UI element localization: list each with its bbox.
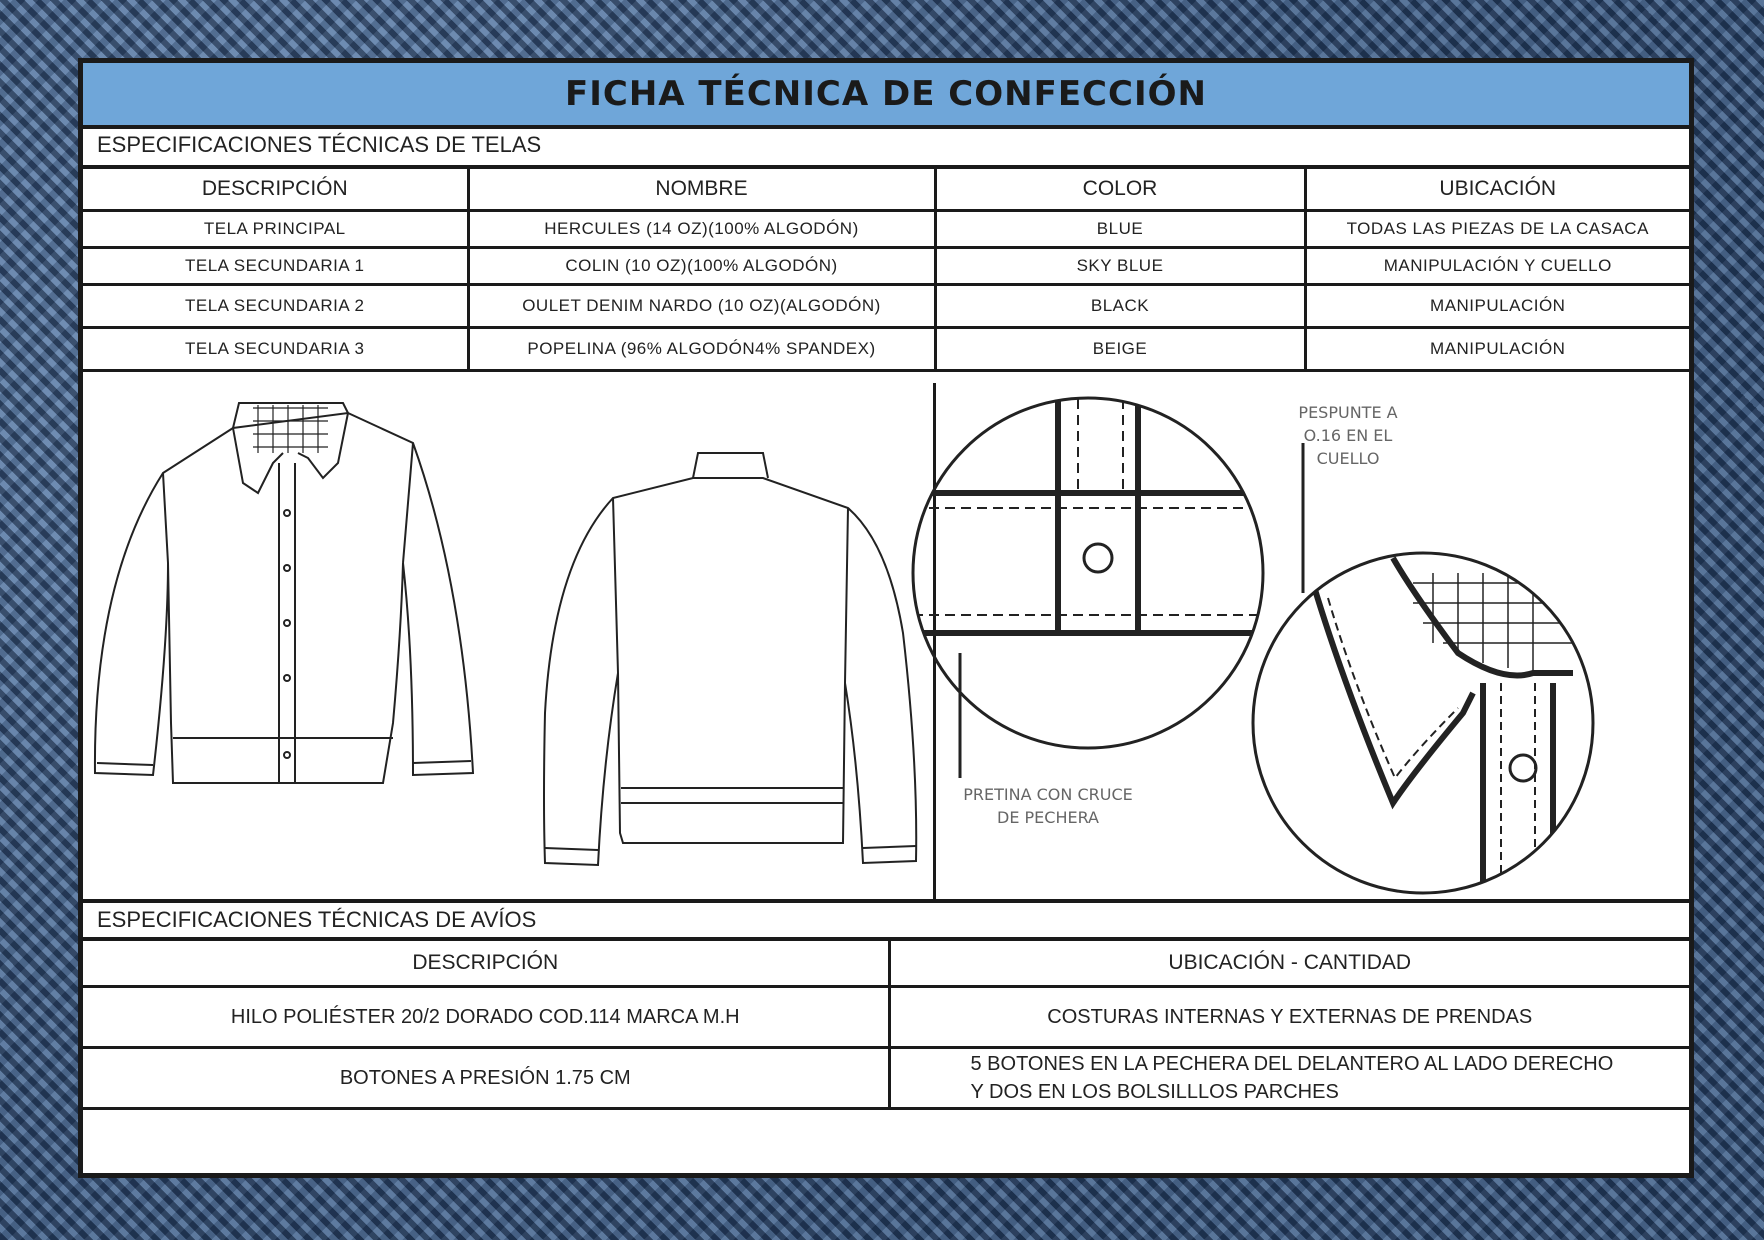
garment-flats [83, 383, 1689, 899]
cell-ubicacion: MANIPULACIÓN [1305, 285, 1689, 328]
collar-stitch-note: PESPUNTE A O.16 EN EL CUELLO [1298, 403, 1398, 468]
fabrics-table [83, 169, 1689, 372]
cell-nombre: POPELINA (96% ALGODÓN4% SPANDEX) [468, 328, 935, 371]
trims-table [83, 941, 1689, 1110]
table-row [83, 248, 1689, 285]
cell-descripcion: TELA SECUNDARIA 1 [83, 248, 468, 285]
cell-color: BEIGE [935, 328, 1305, 371]
cell-color: SKY BLUE [935, 248, 1305, 285]
technical-drawings [83, 383, 1689, 903]
table-row [83, 211, 1689, 248]
table-row [83, 987, 1689, 1048]
cell-descripcion: HILO POLIÉSTER 20/2 DORADO COD.114 MARCA M.H [83, 987, 889, 1048]
collar-detail [1253, 443, 1593, 899]
tech-sheet [78, 58, 1694, 1178]
waistband-note: PRETINA CON CRUCE DE PECHERA [963, 785, 1133, 827]
front-jacket-flat [95, 403, 473, 783]
table-header-row [83, 169, 1689, 211]
cell-color: BLUE [935, 211, 1305, 248]
header-descripcion: DESCRIPCIÓN [83, 941, 889, 987]
header-color: COLOR [935, 169, 1305, 211]
cell-ubicacion: TODAS LAS PIEZAS DE LA CASACA [1305, 211, 1689, 248]
cell-descripcion: TELA PRINCIPAL [83, 211, 468, 248]
waistband-detail [913, 383, 1273, 778]
header-nombre: NOMBRE [468, 169, 935, 211]
cell-nombre: HERCULES (14 OZ)(100% ALGODÓN) [468, 211, 935, 248]
table-row [83, 328, 1689, 371]
cell-descripcion: TELA SECUNDARIA 2 [83, 285, 468, 328]
cell-ubicacion [889, 1048, 1689, 1109]
ubicacion-line-2: Y DOS EN LOS BOLSILLLOS PARCHES [970, 1081, 1339, 1103]
trims-section-title: ESPECIFICACIONES TÉCNICAS DE AVÍOS [83, 903, 1689, 941]
cell-ubicacion: COSTURAS INTERNAS Y EXTERNAS DE PRENDAS [889, 987, 1689, 1048]
cell-ubicacion: MANIPULACIÓN [1305, 328, 1689, 371]
cell-ubicacion: MANIPULACIÓN Y CUELLO [1305, 248, 1689, 285]
table-header-row [83, 941, 1689, 987]
page-title: FICHA TÉCNICA DE CONFECCIÓN [83, 63, 1689, 129]
cell-descripcion: TELA SECUNDARIA 3 [83, 328, 468, 371]
header-ubicacion: UBICACIÓN [1305, 169, 1689, 211]
cell-nombre: COLIN (10 OZ)(100% ALGODÓN) [468, 248, 935, 285]
header-ubicacion-cantidad: UBICACIÓN - CANTIDAD [889, 941, 1689, 987]
back-jacket-flat [544, 453, 916, 865]
cell-descripcion: BOTONES A PRESIÓN 1.75 CM [83, 1048, 889, 1109]
header-descripcion: DESCRIPCIÓN [83, 169, 468, 211]
table-row [83, 285, 1689, 328]
ubicacion-line-1: 5 BOTONES EN LA PECHERA DEL DELANTERO AL LADO DERECHO [970, 1053, 1614, 1075]
cell-nombre: OULET DENIM NARDO (10 OZ)(ALGODÓN) [468, 285, 935, 328]
table-row [83, 1048, 1689, 1109]
cell-color: BLACK [935, 285, 1305, 328]
fabrics-section-title: ESPECIFICACIONES TÉCNICAS DE TELAS [83, 125, 1689, 169]
